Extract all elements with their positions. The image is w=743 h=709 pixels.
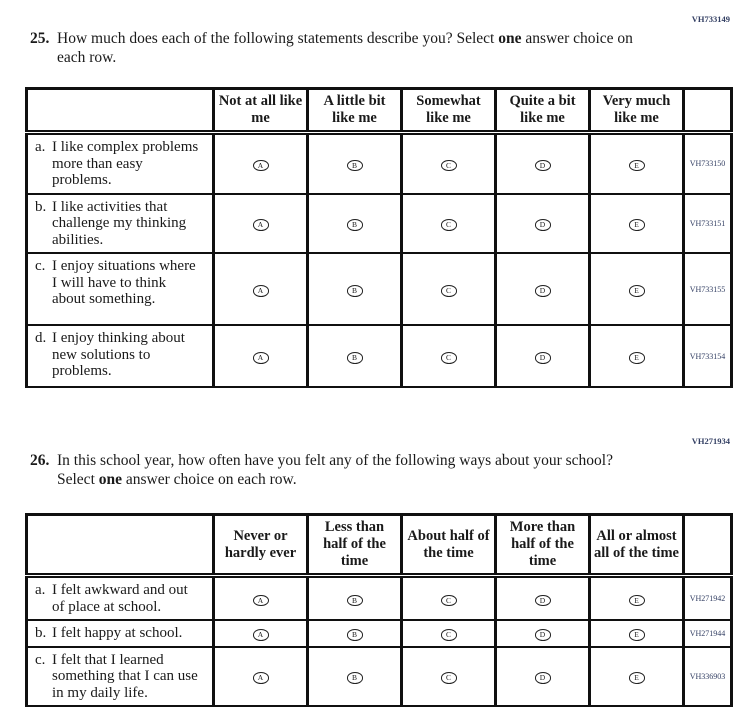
choice-cell: [496, 576, 590, 621]
prompt-text-before: In this school year, how often have you felt any of the following ways about your school? Select: [57, 452, 613, 488]
question-26-section: [25, 436, 730, 707]
row-label: a.: [35, 139, 46, 155]
answer-bubble-b[interactable]: B: [347, 595, 363, 607]
answer-bubble-e[interactable]: E: [629, 285, 645, 297]
row-statement: I felt awkward and out of place at school.: [52, 582, 188, 615]
answer-bubble-b[interactable]: B: [347, 672, 363, 684]
choice-cell: [308, 620, 402, 647]
row-label: c.: [35, 258, 46, 274]
answer-bubble-d[interactable]: D: [535, 219, 551, 231]
header-row: [27, 89, 732, 133]
choice-cell: [590, 253, 684, 325]
answer-bubble-e[interactable]: E: [629, 219, 645, 231]
statement-cell: [27, 576, 214, 621]
question-26-prompt: [30, 451, 730, 489]
answer-bubble-c[interactable]: C: [441, 219, 457, 231]
answer-bubble-a[interactable]: A: [253, 285, 269, 297]
answer-bubble-c[interactable]: C: [441, 672, 457, 684]
answer-bubble-d[interactable]: D: [535, 160, 551, 172]
statement-cell: [27, 133, 214, 194]
answer-bubble-b[interactable]: B: [347, 160, 363, 172]
row-label: c.: [35, 651, 46, 668]
choice-cell: [496, 325, 590, 387]
answer-bubble-e[interactable]: E: [629, 672, 645, 684]
choice-cell: [402, 576, 496, 621]
question-25-number: 25.: [30, 30, 50, 47]
table-row: [27, 620, 732, 647]
table-row: [27, 194, 732, 254]
choice-cell: [402, 647, 496, 707]
row-ref-code: VH733150: [684, 133, 732, 194]
statement-cell: [27, 620, 214, 647]
question-25-ref-code: VH733149: [691, 14, 730, 24]
choice-cell: [214, 620, 308, 647]
choice-cell: [308, 325, 402, 387]
question-25-section: [25, 14, 730, 388]
answer-bubble-a[interactable]: A: [253, 160, 269, 172]
choice-cell: [496, 253, 590, 325]
question-25-prompt: [30, 29, 730, 67]
prompt-text-after: answer choice on each row.: [57, 30, 633, 66]
header-row: [27, 515, 732, 576]
answer-bubble-e[interactable]: E: [629, 352, 645, 364]
choice-cell: [214, 576, 308, 621]
answer-bubble-c[interactable]: C: [441, 160, 457, 172]
row-statement: I felt happy at school.: [52, 625, 183, 641]
choice-cell: [496, 194, 590, 254]
statement-cell: [27, 194, 214, 254]
choice-cell: [590, 194, 684, 254]
choice-cell: [214, 133, 308, 194]
column-header: A little bit like me: [308, 89, 402, 133]
choice-cell: [590, 325, 684, 387]
choice-cell: [496, 133, 590, 194]
choice-cell: [214, 647, 308, 707]
table-row: [27, 253, 732, 325]
column-header: Not at all like me: [214, 89, 308, 133]
choice-cell: [590, 133, 684, 194]
choice-cell: [590, 620, 684, 647]
answer-bubble-d[interactable]: D: [535, 352, 551, 364]
row-statement: I felt that I learned something that I can use in my daily life.: [52, 651, 198, 701]
answer-bubble-b[interactable]: B: [347, 219, 363, 231]
table-row: [27, 133, 732, 194]
row-statement: I like complex problems more than easy problems.: [52, 139, 199, 188]
choice-cell: [402, 325, 496, 387]
answer-bubble-e[interactable]: E: [629, 595, 645, 607]
table-row: [27, 647, 732, 707]
statement-cell: [27, 647, 214, 707]
empty-header-cell: [684, 89, 732, 133]
choice-cell: [214, 253, 308, 325]
answer-bubble-e[interactable]: E: [629, 629, 645, 641]
choice-cell: [496, 647, 590, 707]
prompt-text-after: answer choice on each row.: [125, 471, 297, 488]
row-label: b.: [35, 625, 47, 641]
answer-bubble-c[interactable]: C: [441, 595, 457, 607]
choice-cell: [308, 576, 402, 621]
column-header: About half of the time: [402, 515, 496, 576]
choice-cell: [214, 325, 308, 387]
question-26-table: [25, 513, 733, 707]
empty-header-cell: [684, 515, 732, 576]
row-label: a.: [35, 582, 46, 598]
answer-bubble-d[interactable]: D: [535, 672, 551, 684]
column-header: Less than half of the time: [308, 515, 402, 576]
row-ref-code: VH733155: [684, 253, 732, 325]
answer-bubble-b[interactable]: B: [347, 629, 363, 641]
question-25-text: [57, 29, 637, 67]
answer-bubble-b[interactable]: B: [347, 285, 363, 297]
prompt-text-before: How much does each of the following statements describe you? Select: [57, 30, 495, 47]
choice-cell: [590, 647, 684, 707]
column-header: Somewhat like me: [402, 89, 496, 133]
row-label: d.: [35, 330, 47, 346]
column-header: Quite a bit like me: [496, 89, 590, 133]
empty-header-cell: [27, 89, 214, 133]
answer-bubble-c[interactable]: C: [441, 629, 457, 641]
table-row: [27, 576, 732, 621]
answer-bubble-a[interactable]: A: [253, 219, 269, 231]
statement-cell: [27, 325, 214, 387]
choice-cell: [496, 620, 590, 647]
row-statement: I enjoy situations where I will have to think about something.: [52, 258, 196, 307]
row-statement: I enjoy thinking about new solutions to problems.: [52, 330, 185, 379]
choice-cell: [402, 194, 496, 254]
question-25-table: [25, 87, 733, 388]
row-statement: I like activities that challenge my thinking abilities.: [52, 198, 187, 248]
row-ref-code: VH733151: [684, 194, 732, 254]
answer-bubble-e[interactable]: E: [629, 160, 645, 172]
column-header: Never or hardly ever: [214, 515, 308, 576]
answer-bubble-a[interactable]: A: [253, 352, 269, 364]
answer-bubble-d[interactable]: D: [535, 285, 551, 297]
choice-cell: [308, 253, 402, 325]
prompt-text-bold: one: [498, 30, 522, 47]
column-header: Very much like me: [590, 89, 684, 133]
question-26-ref-code: VH271934: [691, 436, 730, 446]
choice-cell: [308, 647, 402, 707]
row-ref-code: VH733154: [684, 325, 732, 387]
empty-header-cell: [27, 515, 214, 576]
answer-bubble-c[interactable]: C: [441, 352, 457, 364]
answer-bubble-b[interactable]: B: [347, 352, 363, 364]
choice-cell: [402, 620, 496, 647]
question-26-number: 26.: [30, 452, 50, 469]
table-row: [27, 325, 732, 387]
row-ref-code: VH271942: [684, 576, 732, 621]
answer-bubble-a[interactable]: A: [253, 629, 269, 641]
column-header: More than half of the time: [496, 515, 590, 576]
prompt-text-bold: one: [98, 471, 122, 488]
answer-bubble-c[interactable]: C: [441, 285, 457, 297]
question-26-text: [57, 451, 637, 489]
answer-bubble-a[interactable]: A: [253, 672, 269, 684]
choice-cell: [590, 576, 684, 621]
answer-bubble-a[interactable]: A: [253, 595, 269, 607]
choice-cell: [308, 133, 402, 194]
column-header: All or almost all of the time: [590, 515, 684, 576]
answer-bubble-d[interactable]: D: [535, 629, 551, 641]
row-label: b.: [35, 198, 47, 215]
statement-cell: [27, 253, 214, 325]
choice-cell: [402, 253, 496, 325]
row-ref-code: VH271944: [684, 620, 732, 647]
choice-cell: [308, 194, 402, 254]
answer-bubble-d[interactable]: D: [535, 595, 551, 607]
choice-cell: [402, 133, 496, 194]
row-ref-code: VH336903: [684, 647, 732, 707]
choice-cell: [214, 194, 308, 254]
